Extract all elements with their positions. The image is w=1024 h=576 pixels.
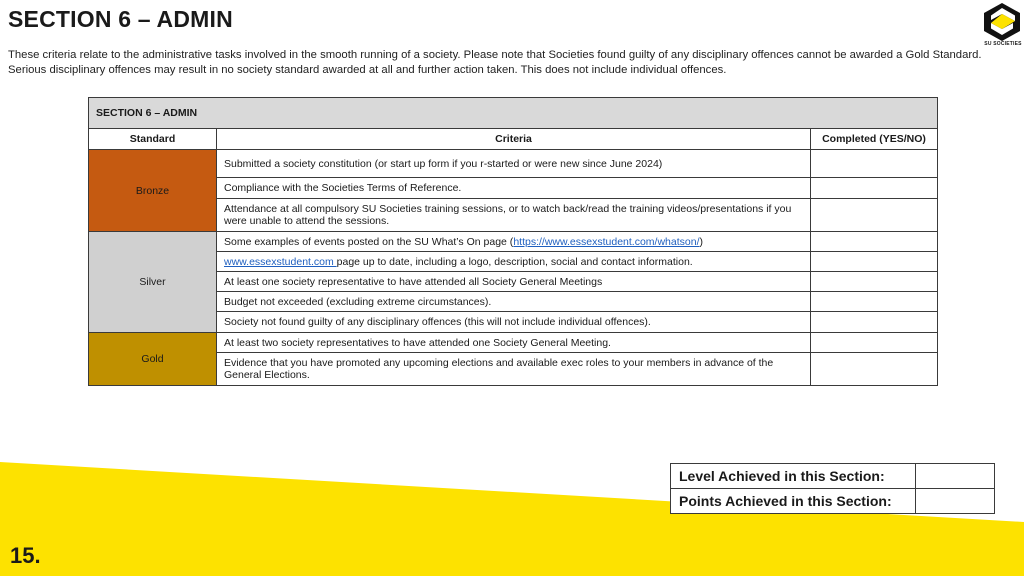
- completed-cell[interactable]: [811, 252, 938, 272]
- table-header-row: [89, 129, 938, 150]
- standard-column-header: Standard: [89, 129, 217, 150]
- completed-cell[interactable]: [811, 199, 938, 232]
- criteria-column-header: Criteria: [217, 129, 811, 150]
- silver-level-cell: Silver: [89, 232, 217, 333]
- criteria-text: page up to date, including a logo, description, social and contact information.: [336, 255, 693, 268]
- table-row: [89, 312, 938, 333]
- criteria-text: ): [699, 235, 703, 248]
- criteria-cell: Compliance with the Societies Terms of Reference.: [217, 178, 811, 199]
- table-row: [89, 292, 938, 312]
- completed-cell[interactable]: [811, 312, 938, 333]
- points-achieved-row: [671, 489, 995, 514]
- completed-cell[interactable]: [811, 353, 938, 386]
- level-achieved-label: Level Achieved in this Section:: [671, 464, 916, 489]
- criteria-cell: [217, 232, 811, 252]
- table-row: [89, 353, 938, 386]
- gold-level-cell: Gold: [89, 333, 217, 386]
- criteria-cell: Evidence that you have promoted any upcoming elections and available exec roles to your members in advance of the General Elections.: [217, 353, 811, 386]
- completed-cell[interactable]: [811, 272, 938, 292]
- completed-column-header: Completed (YES/NO): [811, 129, 938, 150]
- table-row: [89, 333, 938, 353]
- points-achieved-value[interactable]: [916, 489, 995, 514]
- completed-cell[interactable]: [811, 333, 938, 353]
- logo-caption: SU SOCIETIES: [984, 41, 1022, 47]
- intro-paragraph: These criteria relate to the administrative tasks involved in the smooth running of a society. Please note that Societies found guilty of any disciplinary offences cannot be awarded a Gold Standard. Serious disciplinary offences may result in no society standard awarded at all and further action taken. This does not include individual offences.: [8, 49, 982, 76]
- criteria-text: Some examples of events posted on the SU What’s On page (: [224, 235, 514, 248]
- criteria-cell: At least two society representatives to have attended one Society General Meeting.: [217, 333, 811, 353]
- criteria-cell: At least one society representative to have attended all Society General Meetings: [217, 272, 811, 292]
- completed-cell[interactable]: [811, 178, 938, 199]
- table-row: [89, 232, 938, 252]
- table-row: [89, 252, 938, 272]
- section-summary-table: [670, 463, 995, 514]
- criteria-cell: Budget not exceeded (excluding extreme circumstances).: [217, 292, 811, 312]
- table-row: [89, 178, 938, 199]
- whatson-link[interactable]: https://www.essexstudent.com/whatson/: [513, 235, 700, 248]
- page-title: SECTION 6 – ADMIN: [8, 6, 233, 32]
- su-societies-logo-icon: [982, 2, 1022, 42]
- essexstudent-link[interactable]: www.essexstudent.com: [224, 255, 337, 268]
- completed-cell[interactable]: [811, 292, 938, 312]
- level-achieved-value[interactable]: [916, 464, 995, 489]
- criteria-cell: Society not found guilty of any disciplinary offences (this will not include individual offences).: [217, 312, 811, 333]
- criteria-cell: [217, 252, 811, 272]
- points-achieved-label: Points Achieved in this Section:: [671, 489, 916, 514]
- page-number: 15.: [10, 543, 41, 568]
- criteria-table: [88, 97, 938, 386]
- table-row: [89, 272, 938, 292]
- criteria-cell: Attendance at all compulsory SU Societies training sessions, or to watch back/read the training videos/presentations if you were unable to attend the sessions.: [217, 199, 811, 232]
- table-title-row: [89, 98, 938, 129]
- bronze-level-cell: Bronze: [89, 150, 217, 232]
- table-title: SECTION 6 – ADMIN: [89, 98, 938, 129]
- level-achieved-row: [671, 464, 995, 489]
- completed-cell[interactable]: [811, 232, 938, 252]
- completed-cell[interactable]: [811, 150, 938, 178]
- table-row: [89, 199, 938, 232]
- criteria-cell: Submitted a society constitution (or start up form if you r-started or were new since June 2024): [217, 150, 811, 178]
- table-row: [89, 150, 938, 178]
